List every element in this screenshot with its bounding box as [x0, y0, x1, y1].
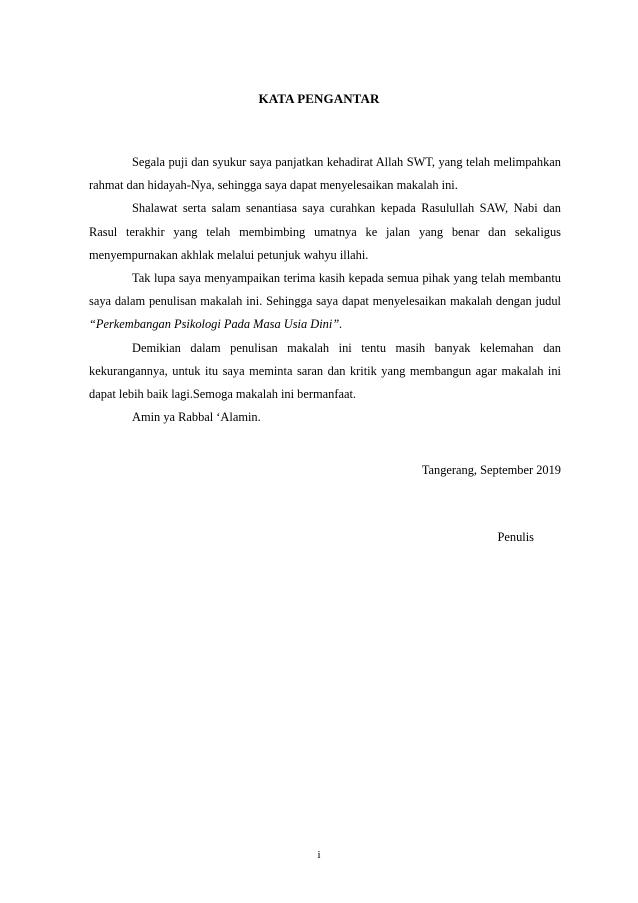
paragraph-thanks-text: Tak lupa saya menyampaikan terima kasih kepada semua pihak yang telah membantu saya dalam penulisan makalah ini. Sehingga saya dapat menyelesaikan makalah dengan judul: [89, 271, 561, 309]
page-title: KATA PENGANTAR: [258, 91, 380, 106]
author-signature: Penulis: [497, 530, 534, 544]
paragraph-gratitude: Segala puji dan syukur saya panjatkan kehadirat Allah SWT, yang telah melimpahkan rahmat dan hidayah-Nya, sehingga saya dapat menyelesaikan makalah ini.: [89, 155, 561, 193]
paper-title-italic: “Perkembangan Psikologi Pada Masa Usia Dini”.: [89, 317, 343, 332]
body-text: [89, 151, 561, 429]
paragraph-shalawat: Shalawat serta salam senantiasa saya curahkan kepada Rasulullah SAW, Nabi dan Rasul terakhir yang telah membimbing umatnya ke jalan yang benar dan sekaligus menyempurnakan akhlak melalui petunjuk wahyu illahi.: [89, 201, 561, 262]
paragraph-closing: Demikian dalam penulisan makalah ini tentu masih banyak kelemahan dan kekurangannya, untuk itu saya meminta saran dan kritik yang membangun agar makalah ini dapat lebih baik lagi.Semoga makalah ini bermanfaat.: [89, 340, 561, 402]
page-number: i: [317, 849, 321, 861]
paragraph-amin: Amin ya Rabbal ‘Alamin.: [132, 410, 261, 425]
place-date: Tangerang, September 2019: [421, 463, 561, 477]
paragraph-thanks: [89, 267, 561, 337]
